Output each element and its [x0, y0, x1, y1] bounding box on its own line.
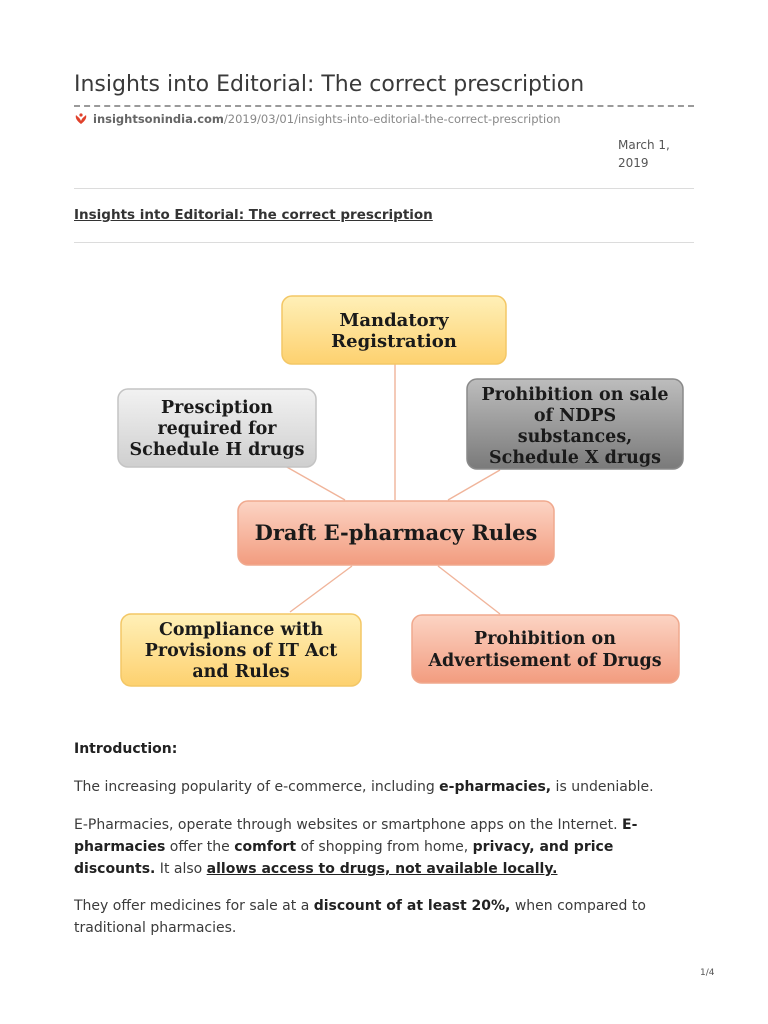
node-prescription-schedule-h — [118, 389, 316, 467]
p1-text: The increasing popularity of e-commerce, including — [74, 779, 440, 795]
paragraph-1 — [74, 776, 694, 798]
paragraph-2 — [74, 814, 694, 880]
page-title: Insights into Editorial: The correct prescription — [74, 72, 585, 97]
source-domain[interactable]: insightsonindia.com — [93, 112, 224, 126]
p2-bold-epharmacies: E-pharmacies — [74, 817, 638, 855]
p2-text-3: of shopping from home, — [296, 839, 473, 855]
paragraph-3 — [74, 895, 694, 939]
connector-bottom-left — [290, 566, 352, 612]
page-number: 1/4 — [700, 968, 715, 978]
node-prohibition-ndps — [467, 379, 683, 469]
node-bottom-left-line-3: and Rules — [192, 662, 290, 682]
p2-text: E-Pharmacies, operate through websites or smartphone apps on the Internet. — [74, 817, 622, 833]
node-mandatory-registration — [282, 296, 506, 364]
date-line-1: March 1, — [618, 138, 670, 152]
article-subtitle-link[interactable]: Insights into Editorial: The correct prescription — [74, 207, 433, 223]
p2-text-4: It also — [155, 861, 207, 877]
connector-left — [285, 466, 345, 500]
node-center-label: Draft E-pharmacy Rules — [254, 520, 538, 545]
p1-text-end: is undeniable. — [551, 779, 654, 795]
node-left-line-1: Presciption — [160, 398, 274, 418]
p3-text-end: when compared to traditional pharmacies. — [74, 898, 646, 936]
source-path[interactable]: /2019/03/01/insights-into-editorial-the-correct-prescription — [223, 112, 561, 126]
node-bottom-left-line-1: Compliance with — [158, 620, 324, 640]
node-right-line-2: of NDPS — [533, 406, 617, 426]
p2-bold-comfort: comfort — [234, 839, 297, 855]
connector-right — [448, 470, 500, 500]
p2-bold-privacy: privacy, and price discounts. — [74, 839, 614, 877]
node-right-line-3: substances, — [517, 427, 633, 447]
node-left-line-2: required for — [157, 419, 277, 439]
node-top-line-2: Registration — [331, 331, 457, 352]
p2-text-2: offer the — [165, 839, 235, 855]
node-draft-e-pharmacy-rules — [238, 501, 554, 565]
node-right-line-4: Schedule X drugs — [489, 448, 661, 468]
node-compliance-it-act — [121, 614, 361, 686]
intro-heading: Introduction: — [74, 741, 178, 757]
node-bottom-left-line-2: Provisions of IT Act — [144, 641, 338, 661]
p3-bold-discount: discount of at least 20%, — [313, 898, 511, 914]
date-line-2: 2019 — [618, 156, 649, 170]
p2-underlined-access: allows access to drugs, not available locally. — [206, 861, 558, 877]
node-top-line-1: Mandatory — [339, 310, 449, 331]
node-left-line-3: Schedule H drugs — [129, 440, 305, 460]
connector-bottom-right — [438, 566, 500, 614]
p1-bold: e-pharmacies, — [439, 779, 552, 795]
node-bottom-right-line-1: Prohibition on — [474, 629, 616, 649]
node-prohibition-advertisement — [412, 615, 679, 683]
node-right-line-1: Prohibition on sale — [481, 385, 669, 405]
node-bottom-right-line-2: Advertisement of Drugs — [428, 651, 662, 671]
p3-text: They offer medicines for sale at a — [74, 898, 314, 914]
